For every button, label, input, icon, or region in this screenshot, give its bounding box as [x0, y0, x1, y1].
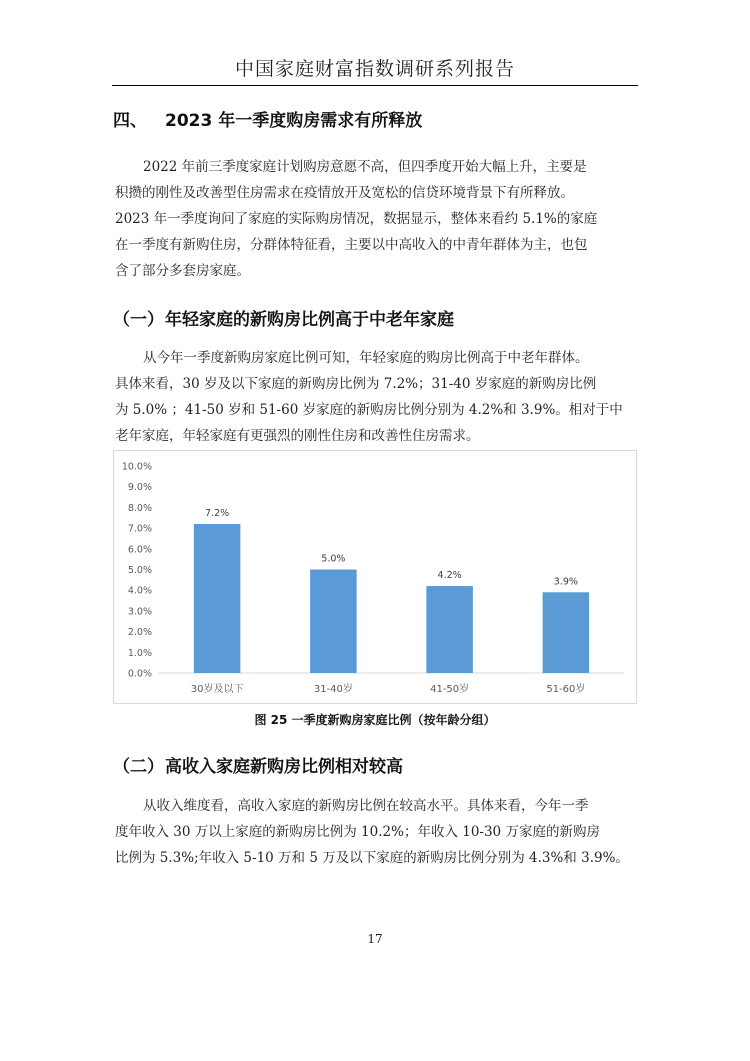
bar — [310, 570, 357, 674]
subsection-title: 年轻家庭的新购房比例高于中老年家庭 — [165, 310, 454, 330]
y-tick-label: 9.0% — [127, 482, 152, 494]
y-tick-label: 1.0% — [127, 647, 152, 659]
section-heading-4 — [113, 106, 422, 131]
subsection-heading-1 — [113, 305, 454, 330]
data-label: 5.0% — [321, 553, 346, 565]
report-header-title: 中国家庭财富指数调研系列报告 — [234, 58, 515, 80]
paragraph-line: 在一季度有新购住房，分群体特征看，主要以中高收入的中青年群体为主，也包 — [115, 237, 588, 253]
bar — [194, 524, 241, 673]
bar — [426, 586, 473, 673]
subsection-heading-2 — [113, 752, 403, 777]
y-tick-label: 7.0% — [127, 523, 152, 535]
x-tick-label: 41-50岁 — [430, 684, 470, 695]
subsection-number: （一） — [113, 310, 164, 330]
paragraph-line: 度年收入 30 万以上家庭的新购房比例为 10.2%；年收入 10-30 万家庭的新购房 — [115, 824, 600, 840]
figure-caption: 图 25 一季度新购房家庭比例（按年龄分组） — [254, 713, 496, 727]
paragraph-line: 老年家庭，年轻家庭有更强烈的刚性住房和改善性住房需求。 — [115, 428, 480, 444]
paragraph-line: 为 5.0% ；41-50 岁和 51-60 岁家庭的新购房比例分别为 4.2%和 3.9%。相对于中 — [115, 402, 623, 418]
header-divider — [112, 85, 638, 86]
x-tick-label: 51-60岁 — [546, 684, 586, 695]
paragraph-line: 积攒的刚性及改善型住房需求在疫情放开及宽松的信贷环境背景下有所释放。 — [115, 185, 574, 201]
chart-svg — [114, 451, 638, 705]
age-group-bar-chart — [113, 450, 637, 704]
section-title: 2023 年一季度购房需求有所释放 — [165, 111, 423, 131]
y-tick-label: 3.0% — [127, 606, 152, 618]
paragraph-line: 2023 年一季度询问了家庭的实际购房情况，数据显示，整体来看约 5.1%的家庭 — [115, 211, 598, 227]
x-tick-label: 31-40岁 — [313, 684, 353, 695]
subsection-title: 高收入家庭新购房比例相对较高 — [165, 757, 403, 777]
paragraph-line: 2022 年前三季度家庭计划购房意愿不高，但四季度开始大幅上升，主要是 — [143, 159, 587, 175]
paragraph-line: 从收入维度看，高收入家庭的新购房比例在较高水平。具体来看，今年一季 — [143, 798, 589, 814]
y-tick-label: 0.0% — [127, 668, 152, 680]
subsection-number: （二） — [113, 757, 164, 777]
y-tick-label: 10.0% — [121, 461, 152, 473]
paragraph-line: 从今年一季度新购房家庭比例可知，年轻家庭的购房比例高于中老年群体。 — [143, 350, 589, 366]
y-tick-label: 2.0% — [127, 627, 152, 639]
subsection-1-paragraph — [115, 345, 637, 449]
paragraph-line: 比例为 5.3%;年收入 5-10 万和 5 万及以下家庭的新购房比例分别为 4.3%和 3.9%。 — [115, 850, 629, 866]
y-tick-label: 6.0% — [127, 544, 152, 556]
section-number: 四、 — [113, 111, 147, 131]
bar — [543, 592, 590, 673]
x-tick-label: 30岁及以下 — [190, 684, 244, 695]
data-label: 3.9% — [553, 576, 578, 588]
y-tick-label: 5.0% — [127, 565, 152, 576]
page-number: 17 — [367, 932, 383, 946]
paragraph-line: 具体来看，30 岁及以下家庭的新购房比例为 7.2%；31-40 岁家庭的新购房比例 — [115, 376, 597, 392]
y-tick-label: 4.0% — [127, 585, 152, 597]
section-4-paragraph — [115, 154, 637, 284]
data-label: 7.2% — [205, 507, 230, 519]
subsection-2-paragraph — [115, 793, 637, 871]
data-label: 4.2% — [437, 570, 462, 582]
y-tick-label: 8.0% — [127, 502, 152, 514]
paragraph-line: 含了部分多套房家庭。 — [115, 263, 250, 279]
